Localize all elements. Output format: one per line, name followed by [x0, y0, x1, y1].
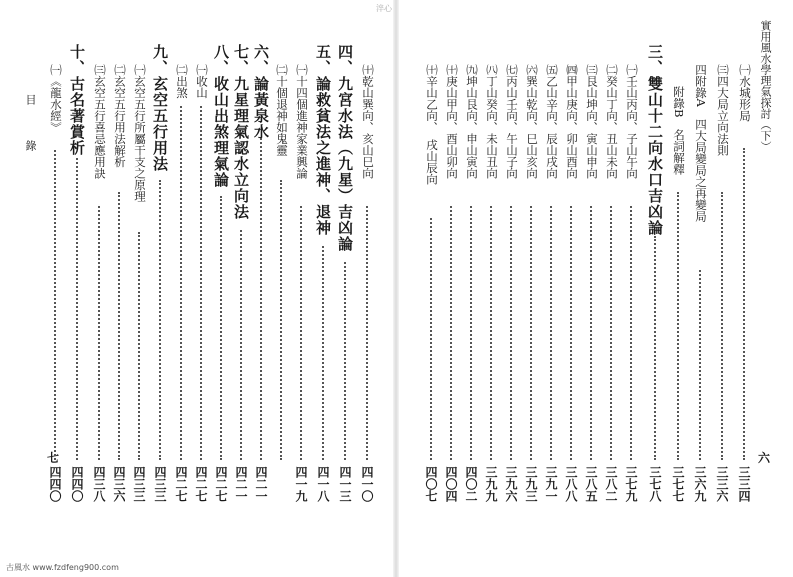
- dot-leader: [570, 206, 574, 460]
- toc-page-number: 三六九: [693, 466, 707, 502]
- dot-leader: [118, 192, 122, 460]
- dot-leader: [470, 206, 474, 460]
- page-number-right: 六: [758, 451, 771, 465]
- toc-entry: ㈡出煞: [175, 64, 189, 99]
- toc-entry: ㈩辛山乙向、 戌山辰向: [425, 64, 439, 185]
- dot-leader: [743, 148, 747, 460]
- toc-entry: ㈤乙山辛向、辰山戌向: [545, 64, 559, 179]
- dot-leader: [430, 218, 434, 460]
- dot-leader: [180, 106, 184, 460]
- toc-section-title: 四、九宮水法（九星）吉凶論: [336, 44, 354, 252]
- dot-leader: [630, 206, 634, 460]
- toc-section-title: 三、雙山十二向水口吉凶論: [646, 44, 664, 236]
- toc-page-number: 四一〇: [360, 466, 374, 502]
- toc-page-number: 四二七: [214, 466, 228, 502]
- toc-page-number: 三九九: [484, 466, 498, 502]
- toc-page-number: 三九三: [524, 466, 538, 502]
- toc-page-number: 四〇四: [444, 466, 458, 502]
- dot-leader: [200, 106, 204, 460]
- toc-section-title: 五、論救貧法之進神、退神: [314, 44, 332, 236]
- toc-page-number: 四四〇: [48, 466, 62, 502]
- toc-entry: ㈠十四個進神家業興論: [295, 64, 309, 179]
- scan-mark: 淬心: [376, 4, 392, 13]
- toc-page-number: 四一三: [338, 466, 352, 502]
- toc-entry: ㈢四大局立向法則: [716, 64, 730, 156]
- dot-leader: [220, 196, 224, 460]
- toc-entry: 附錄B 名詞解釋: [672, 86, 686, 175]
- dot-leader: [677, 192, 681, 460]
- dot-leader: [300, 206, 304, 460]
- toc-entry: ㈥巽山乾向、巳山亥向: [525, 64, 539, 179]
- book-spine: [393, 0, 399, 577]
- toc-entry: ㈦丙山壬向、午山子向: [505, 64, 519, 179]
- toc-page-number: 四〇二: [464, 466, 478, 502]
- running-head-right: 實用風水學理氣探討（下）: [759, 20, 772, 152]
- dot-leader: [450, 206, 454, 460]
- toc-page-number: 四三三: [153, 466, 167, 502]
- toc-page-number: 四二一: [234, 466, 248, 502]
- toc-page-number: 四一九: [294, 466, 308, 502]
- dot-leader: [699, 270, 703, 460]
- dot-leader: [610, 206, 614, 460]
- toc-entry: ㈣甲山庚向、卯山酉向: [565, 64, 579, 179]
- dot-leader: [280, 180, 284, 460]
- dot-leader: [138, 232, 142, 460]
- toc-entry: ㈠玄空五行所屬干支之原理: [133, 64, 147, 202]
- toc-page-number: 四四〇: [70, 466, 84, 502]
- toc-page-number: 三七九: [624, 466, 638, 502]
- toc-page-number: 三七八: [648, 466, 662, 502]
- toc-page-number: 三三四: [737, 466, 751, 502]
- footer-watermark: 古風水 www.fzdfeng900.com: [6, 563, 119, 572]
- toc-entry: ㈧丁山癸向、未山丑向: [485, 64, 499, 179]
- dot-leader: [322, 246, 326, 460]
- dot-leader: [240, 230, 244, 460]
- toc-entry: ㈡玄空五行用法解析: [113, 64, 127, 168]
- dot-leader: [98, 206, 102, 460]
- toc-entry: ㈡十個退神如鬼靈: [275, 64, 289, 156]
- toc-page-number: 三八二: [604, 466, 618, 502]
- dot-leader: [54, 150, 58, 460]
- dot-leader: [490, 206, 494, 460]
- dot-leader: [721, 192, 725, 460]
- dot-leader: [530, 206, 534, 460]
- toc-page-number: 四一八: [316, 466, 330, 502]
- dot-leader: [344, 262, 348, 460]
- toc-page-number: 四〇七: [424, 466, 438, 502]
- dot-leader: [510, 206, 514, 460]
- toc-entry: ㈠水城形局: [738, 64, 752, 122]
- toc-page-number: 三九六: [504, 466, 518, 502]
- toc-section-title: 六、論黃泉水: [252, 44, 270, 140]
- toc-page-number: 三三六: [715, 466, 729, 502]
- toc-page-number: 三九一: [544, 466, 558, 502]
- dot-leader: [366, 206, 370, 460]
- toc-section-title: 七、九星理氣認水立向法: [232, 44, 250, 220]
- toc-page-number: 四三六: [112, 466, 126, 502]
- toc-page-number: 四二七: [174, 466, 188, 502]
- toc-entry: ㈠《龍水經》: [49, 64, 63, 133]
- running-head-left: 目 錄: [24, 94, 37, 163]
- toc-entry: ㈨坤山艮向、申山寅向: [465, 64, 479, 179]
- toc-entry: ㈡癸山丁向、丑山未向: [605, 64, 619, 179]
- toc-page-number: 三八八: [564, 466, 578, 502]
- toc-entry: ㈢玄空五行喜忌應用訣: [93, 64, 107, 179]
- toc-page-number: 四三八: [92, 466, 106, 502]
- toc-entry: ㈩乾山巽向、亥山巳向: [361, 64, 375, 179]
- toc-section-title: 九、玄空五行用法: [151, 44, 169, 172]
- toc-entry: ㈠收山: [195, 64, 209, 99]
- dot-leader: [550, 206, 554, 460]
- toc-page-number: 四三三: [132, 466, 146, 502]
- page-number-left: 七: [47, 451, 60, 465]
- dot-leader: [590, 206, 594, 460]
- toc-section-title: 八、收山出煞理氣論: [212, 44, 230, 188]
- dot-leader: [159, 180, 163, 460]
- toc-entry: ㈠壬山丙向、子山午向: [625, 64, 639, 179]
- dot-leader: [76, 158, 80, 460]
- toc-entry: ㈩庚山甲向、酉山卯向: [445, 64, 459, 179]
- toc-page-number: 四二一: [254, 466, 268, 502]
- toc-page-number: 四二七: [194, 466, 208, 502]
- toc-page-number: 三八五: [584, 466, 598, 502]
- dot-leader: [654, 236, 658, 460]
- toc-entry: 四附錄A 四大局變局之再變局: [694, 64, 708, 222]
- toc-entry: ㈢艮山坤向、寅山申向: [585, 64, 599, 179]
- dot-leader: [260, 138, 264, 460]
- toc-section-title: 十、古名著賞析: [68, 44, 86, 156]
- toc-page-number: 三七七: [671, 466, 685, 502]
